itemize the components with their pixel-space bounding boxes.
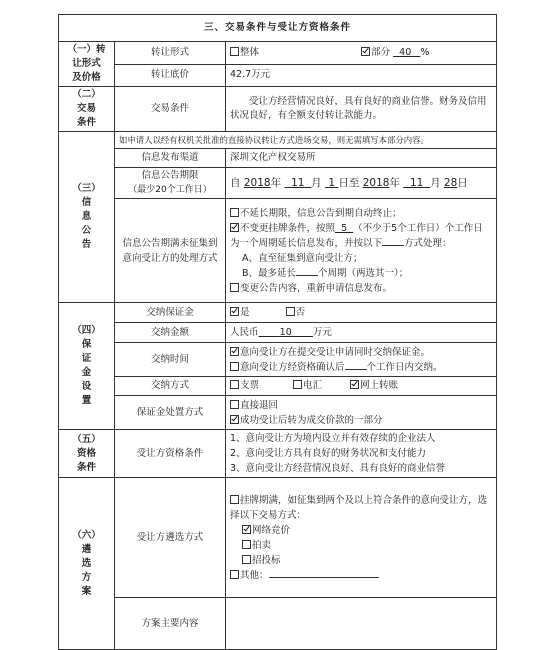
row-expiry-handling [59,199,497,303]
other-checkbox[interactable] [230,570,239,579]
time-options: 意向受让方在提交受让申请同时交纳保证金。 意向受让方经资格确认后 个工作日内交纳。 [226,343,497,377]
expiry-opt2-checkbox[interactable] [230,223,239,232]
title-row [59,15,497,42]
section-4-heading: （四） 保 证 金 设 置 [59,303,115,430]
plan-content-label: 方案主要内容 [115,598,226,650]
row-period [59,168,497,199]
trade-conditions-text: 受让方经营情况良好，具有良好的商业信誉。财务及信用状况良好，有全额支付转让款能力。 [226,87,497,132]
auction-checkbox[interactable] [242,540,251,549]
row-transfer-form [59,42,497,65]
deposit-label: 交纳保证金 [115,303,226,323]
plan-content-value[interactable] [226,598,497,650]
section-1-heading: （一）转 让形式 及价格 [59,42,115,87]
deposit-options: 是 否 [226,303,497,323]
row-channel [59,149,497,168]
list-item: 1、意向受让方为境内设立并有效存续的企业法人 [230,433,436,444]
amount-value: 人民币 10 万元 [226,323,497,343]
row-base-price [59,64,497,87]
part-value: 40 [399,46,412,58]
row-info-note [59,132,497,149]
method-label: 交纳方式 [115,377,226,396]
row-plan-content [59,598,497,650]
amount-label: 交纳金额 [115,323,226,343]
other-field[interactable] [269,568,379,578]
expiry-opt1-checkbox[interactable] [230,208,239,217]
list-item: 2、意向受让方具有良好的财务状况和支付能力 [230,448,427,459]
conditions-table [58,14,497,650]
row-method [59,377,497,396]
qualification-label: 受让方资格条件 [115,430,226,478]
online-bidding-checkbox[interactable] [242,525,251,534]
whole-label: 整体 [240,46,260,58]
online-transfer-checkbox[interactable] [350,380,359,389]
selection-options: 挂牌期满，如征集到两个及以上符合条件的意向受让方，选择以下交易方式： 网络竞价 拍卖 招投标 其他： [226,478,497,598]
transfer-form-label: 转让形式 [115,42,226,65]
time-opt2-checkbox[interactable] [230,362,239,371]
part-checkbox[interactable] [361,47,370,56]
list-item: 3、意向受让方经营情况良好、具有良好的商业信誉 [230,463,446,474]
expiry-label: 信息公告期满未征集到意向受让方的处理方式 [115,199,226,303]
method-options: 支票 电汇 网上转账 [226,377,497,396]
selection-intro-checkbox[interactable] [230,495,239,504]
base-price-label: 转让底价 [115,64,226,87]
row-handling [59,396,497,430]
whole-checkbox[interactable] [230,47,239,56]
transfer-form-value [226,42,497,65]
expiry-opt3-checkbox[interactable] [230,283,239,292]
time-label: 交纳时间 [115,343,226,377]
handling-opt2-checkbox[interactable] [230,415,239,424]
deposit-yes-checkbox[interactable] [230,307,239,316]
period-value: 自 2018年 11 月 1 日至 2018年 11 月 28日 [226,168,497,199]
handling-label: 保证金处置方式 [115,396,226,430]
channel-value: 深圳文化产权交易所 [226,149,497,168]
section-6-heading: （六） 遴 选 方 案 [59,478,115,650]
selection-method-label: 受让方遴选方式 [115,478,226,598]
handling-opt1-checkbox[interactable] [230,400,239,409]
wire-checkbox[interactable] [293,380,302,389]
cheque-checkbox[interactable] [230,380,239,389]
section-5-heading: （五） 资格 条件 [59,430,115,478]
table-title: 三、交易条件与受让方资格条件 [59,15,497,42]
base-price-value: 42.7万元 [226,64,497,87]
row-time [59,343,497,377]
qualification-items [226,430,497,478]
row-trade-conditions [59,87,497,132]
row-qualification [59,430,497,478]
percent-sign: % [420,46,430,58]
expiry-options: 不延长期限，信息公告到期自动终止； 不变更挂牌条件，按照 5 （不少于5个工作日）个工作日为一个周期延长信息发布，并按以下 方式处理： A、直至征集到意向受让方； B、最多延长 个周期（两选其一）； 变更公告内容，重新申请信息发布。 [226,199,497,303]
section-3-heading: （三） 信 息 公 告 [59,132,115,303]
info-note: 如申请人以经有权机关批准的直接协议转让方式进场交易，则无需填写本部分内容。 [115,132,497,149]
channel-label: 信息发布渠道 [115,149,226,168]
deposit-no-checkbox[interactable] [286,307,295,316]
row-amount [59,323,497,343]
row-deposit [59,303,497,323]
part-label: 部分 [371,46,391,58]
period-label: 信息公告期限 （最少20个工作日） [115,168,226,199]
trade-conditions-label: 交易条件 [115,87,226,132]
time-opt1-checkbox[interactable] [230,347,239,356]
section-2-heading: （二） 交易 条件 [59,87,115,132]
handling-options: 直接退回 成功受让后转为成交价款的一部分 [226,396,497,430]
row-selection-method [59,478,497,598]
tender-checkbox[interactable] [242,555,251,564]
